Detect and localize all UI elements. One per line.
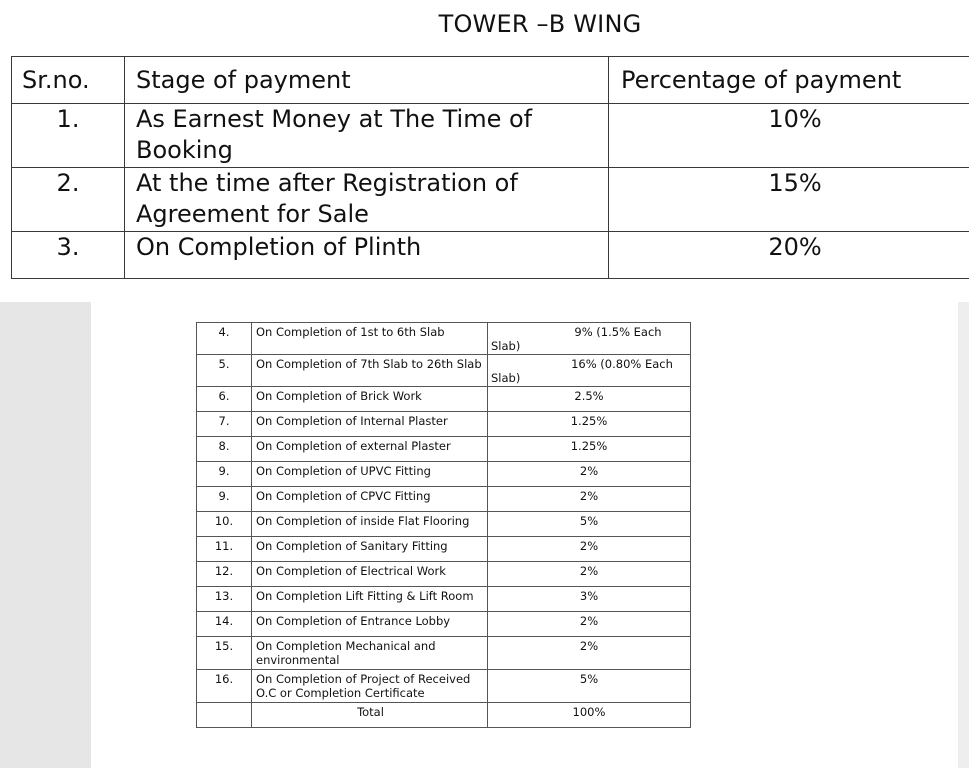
row-stage: On Completion of Project of Received O.C or Completion Certificate (252, 670, 488, 703)
row-percentage: 2% (488, 537, 691, 562)
table-row (12, 232, 969, 279)
page-title: TOWER –B WING (438, 10, 642, 38)
table-row (197, 562, 691, 587)
row-stage: On Completion of Internal Plaster (252, 412, 488, 437)
row-sr: 3. (12, 232, 125, 279)
row-percentage-line2: Slab) (491, 339, 521, 353)
row-sr: 7. (197, 412, 252, 437)
total-percentage: 100% (488, 703, 691, 728)
row-sr: 9. (197, 487, 252, 512)
table-row (197, 670, 691, 703)
row-sr: 9. (197, 462, 252, 487)
row-stage: On Completion of CPVC Fitting (252, 487, 488, 512)
row-stage: On Completion of Electrical Work (252, 562, 488, 587)
row-percentage (488, 355, 691, 387)
header-stage: Stage of payment (125, 57, 609, 104)
header-percentage: Percentage of payment (609, 57, 969, 104)
row-percentage: 10% (609, 104, 969, 168)
row-percentage: 5% (488, 512, 691, 537)
row-percentage (488, 323, 691, 355)
row-sr: 16. (197, 670, 252, 703)
row-percentage: 3% (488, 587, 691, 612)
table-row (12, 168, 969, 232)
row-sr: 11. (197, 537, 252, 562)
row-percentage-line2: Slab) (491, 371, 521, 385)
table-row (197, 412, 691, 437)
row-percentage: 20% (609, 232, 969, 279)
row-stage: On Completion of Entrance Lobby (252, 612, 488, 637)
row-percentage: 2.5% (488, 387, 691, 412)
row-stage: On Completion of Brick Work (252, 387, 488, 412)
row-stage: On Completion of 1st to 6th Slab (252, 323, 488, 355)
payment-table-top (11, 56, 969, 279)
row-percentage: 2% (488, 487, 691, 512)
row-stage: On Completion of 7th Slab to 26th Slab (252, 355, 488, 387)
row-percentage: 2% (488, 637, 691, 670)
row-percentage: 2% (488, 462, 691, 487)
row-sr: 2. (12, 168, 125, 232)
table-row (197, 537, 691, 562)
row-percentage-line1: 9% (1.5% Each (574, 325, 662, 339)
row-sr: 8. (197, 437, 252, 462)
row-percentage: 15% (609, 168, 969, 232)
row-stage: As Earnest Money at The Time of Booking (125, 104, 609, 168)
table-row (197, 355, 691, 387)
table-row (197, 437, 691, 462)
row-stage: On Completion Mechanical and environmental (252, 637, 488, 670)
header-sr-no: Sr.no. (12, 57, 125, 104)
table-row (197, 587, 691, 612)
table-row (197, 462, 691, 487)
row-sr: 6. (197, 387, 252, 412)
total-label: Total (252, 703, 488, 728)
row-percentage: 2% (488, 562, 691, 587)
row-percentage: 1.25% (488, 412, 691, 437)
row-stage: On Completion of Sanitary Fitting (252, 537, 488, 562)
payment-table-bottom (196, 322, 691, 728)
row-percentage-line1: 16% (0.80% Each (571, 357, 673, 371)
row-stage: On Completion of Plinth (125, 232, 609, 279)
row-stage: On Completion Lift Fitting & Lift Room (252, 587, 488, 612)
row-stage: On Completion of UPVC Fitting (252, 462, 488, 487)
row-sr: 10. (197, 512, 252, 537)
total-sr-empty (197, 703, 252, 728)
table-row (197, 487, 691, 512)
viewer-scroll-gutter[interactable] (958, 302, 969, 768)
table-row (197, 387, 691, 412)
row-sr: 13. (197, 587, 252, 612)
row-sr: 4. (197, 323, 252, 355)
row-sr: 15. (197, 637, 252, 670)
row-percentage: 5% (488, 670, 691, 703)
row-sr: 5. (197, 355, 252, 387)
row-sr: 1. (12, 104, 125, 168)
row-stage: On Completion of inside Flat Flooring (252, 512, 488, 537)
table-row (197, 512, 691, 537)
row-stage: At the time after Registration of Agreement for Sale (125, 168, 609, 232)
table-total-row (197, 703, 691, 728)
row-sr: 12. (197, 562, 252, 587)
table-row (12, 104, 969, 168)
row-percentage: 1.25% (488, 437, 691, 462)
table-row (197, 323, 691, 355)
row-sr: 14. (197, 612, 252, 637)
table-row (197, 612, 691, 637)
table-row (197, 637, 691, 670)
table-header-row (12, 57, 969, 104)
row-stage: On Completion of external Plaster (252, 437, 488, 462)
row-percentage: 2% (488, 612, 691, 637)
